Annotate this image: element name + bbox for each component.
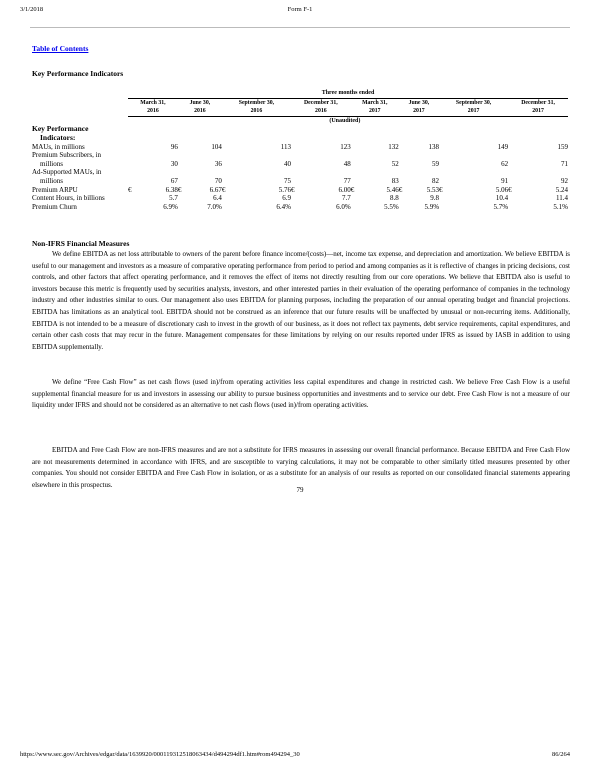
section-label-row-2 [32,134,568,143]
row-label: Content Hours, in billions [32,194,105,203]
cell: 5.76 [278,185,291,194]
euro-sign: € [439,185,443,194]
col-header-q3-2016: September 30, 2016 [222,98,291,116]
cell: 138 [428,142,440,151]
cell: 77 [343,176,351,185]
cell: 5.06 [495,185,509,194]
cell: 6.00 [338,185,351,194]
cell: 113 [280,142,291,151]
non-ifrs-title: Non-IFRS Financial Measures [32,239,130,248]
table-column-header-row-1 [32,98,568,116]
col-header-q1-2017: March 31, 2017 [351,98,399,116]
table-row-premium-churn [32,203,568,212]
section-label-cont: Indicators: [40,132,76,142]
table-row-ad-supported [32,177,568,186]
cell: 7.0% [207,202,222,211]
cell: 6.38 [165,185,178,194]
cell: 75 [283,176,291,185]
cell: 36 [214,159,222,168]
euro-sign: € [290,185,295,194]
cell: 91 [501,176,509,185]
header-divider [30,27,570,28]
cell: 48 [343,159,351,168]
paragraph-free-cash-flow: We define “Free Cash Flow” as net cash flows (used in)/from operating activities less capital expenditures and change in restricted cash. We believe Free Cash Flow is a useful supplemental financial measure for us and investors in assessing our ability to pursue business opportunities and investments and to service our debt. Free Cash Flow is not a measure of our liquidity under IFRS and should not be considered as an alternative to net cash flows (used in)/from operating activities. [32,378,570,410]
cell: 59 [432,159,440,168]
euro-sign: € [508,185,512,194]
cell: 52 [391,159,399,168]
row-label: Premium Churn [32,202,77,211]
table-row-premium-subscribers [32,160,568,169]
cell: 6.0% [336,202,351,211]
section-label: Key Performance [32,124,89,134]
cell: 5.1% [553,202,568,211]
cell: 8.8 [390,194,399,203]
cell: 123 [340,142,351,151]
cell: 62 [501,159,509,168]
kpi-table [32,89,568,211]
cell: 9.8 [430,194,440,203]
document-form-title: Form F-1 [287,6,313,13]
cell: 104 [211,142,222,151]
paragraph-non-ifrs: EBITDA and Free Cash Flow are non-IFRS measures and are not a substitute for IFRS measures in assessing our overall financial performance. Because EBITDA and Free Cash Flow are not measurements determined in accordance with IFRS, and are susceptible to varying calculations, it may not be comparable to other similarly titled measures presented by other companies. You should not consider EBITDA and Free Cash Flow in isolation, or as a substitute for an analysis of our results as reported on our consolidated financial statements appearing elsewhere in this prospectus. [32,446,570,489]
table-row-maus [32,143,568,152]
paragraph-ebitda: We define EBITDA as net loss attributable to owners of the parent before finance income/(costs)—net, income tax expense, and depreciation and amortization. We believe EBITDA is useful to our management and investors as a measure of comparative operating performance from period to period and among companies as it is reflective of changes in pricing decisions, cost controls, and other factors that affect operating performance, and it removes the effect of items not directly resulting from our core operations. We believe that EBITDA also is useful to investors because this metric is frequently used by securities analysts, investors, and other interested parties in their evaluation of the operating performance of companies in the technology industry and other industries similar to ours. Our management also uses EBITDA for planning purposes, including the preparation of our annual operating budget and financial projections. EBITDA has limitations as an analytical tool. EBITDA should not be construed as an inference that our future results will be unaffected by unusual or non-recurring items. Additionally, EBITDA is not intended to be a measure of discretionary cash to invest in the growth of our business, as it does not reflect tax payments, debt service requirements, capital expenditures, and certain other cash costs that may recur in the future. Management compensates for these limitations by relying on our results reported under IFRS as issued by IASB in addition to using EBITDA supplementally. [32,250,570,351]
print-date: 3/1/2018 [20,6,44,13]
cell: 6.4 [213,194,222,203]
col-header-q2-2017: June 30, 2017 [399,98,439,116]
cell: 5.9% [424,202,440,211]
group-header: Three months ended [128,89,568,98]
row-label-cont: millions [40,176,63,185]
cell: 71 [561,159,568,168]
footer-page-count: 86/264 [551,751,570,758]
section-title: Key Performance Indicators [32,69,124,78]
row-label: MAUs, in millions [32,142,85,151]
cell: 159 [557,142,568,151]
euro-sign: € [177,185,182,194]
cell: 5.7 [169,194,178,203]
col-header-q4-2016: December 31, 2016 [291,98,351,116]
col-header-q1-2016: March 31, 2016 [128,98,178,116]
cell: 96 [170,142,178,151]
cell: 67 [170,176,178,185]
table-row-content-hours [32,194,568,203]
cell: 5.53 [426,185,440,194]
cell: 6.9% [163,202,178,211]
table-row-premium-subscribers-label [32,151,568,160]
cell: 83 [391,176,399,185]
cell: 10.4 [495,194,509,203]
row-label: Premium Subscribers, in [32,151,102,160]
row-label-cont: millions [40,159,63,168]
euro-sign: € [398,185,403,194]
unaudited-row [32,116,568,125]
col-header-q2-2016: June 30, 2016 [178,98,222,116]
cell: 70 [214,176,222,185]
cell: 5.5% [384,202,399,211]
cell: 6.67 [209,185,222,194]
row-label: Premium ARPU [32,185,78,194]
cell: 92 [561,176,568,185]
table-row-ad-supported-label [32,168,568,177]
euro-sign: € [350,185,355,194]
cell: 40 [283,159,291,168]
cell: 6.9 [282,194,291,203]
unaudited-label: (Unaudited) [329,117,361,124]
cell: 82 [432,176,440,185]
col-header-q3-2017: September 30, 2017 [439,98,508,116]
table-of-contents-link[interactable]: Table of Contents [32,44,89,53]
cell: 7.7 [341,194,351,203]
row-label: Ad-Supported MAUs, in [32,168,102,177]
cell: 149 [497,142,509,151]
print-header [20,6,580,20]
section-label-row [32,125,568,134]
cell: 5.24 [555,185,568,194]
cell: 30 [170,159,178,168]
table-row-premium-arpu [32,186,568,195]
cell: 5.7% [493,202,509,211]
cell: 6.4% [276,202,291,211]
table-group-header-row [32,89,568,98]
page-number: 79 [296,486,304,494]
euro-sign: € [221,185,226,194]
euro-sign: € [128,185,132,194]
cell: 132 [388,142,399,151]
footer-url: https://www.sec.gov/Archives/edgar/data/1639920/000119312518063434/d494294df1.htm#rom494294_30 [20,751,300,758]
col-header-q4-2017: December 31, 2017 [508,98,568,116]
cell: 11.4 [556,194,568,203]
cell: 5.46 [386,185,399,194]
